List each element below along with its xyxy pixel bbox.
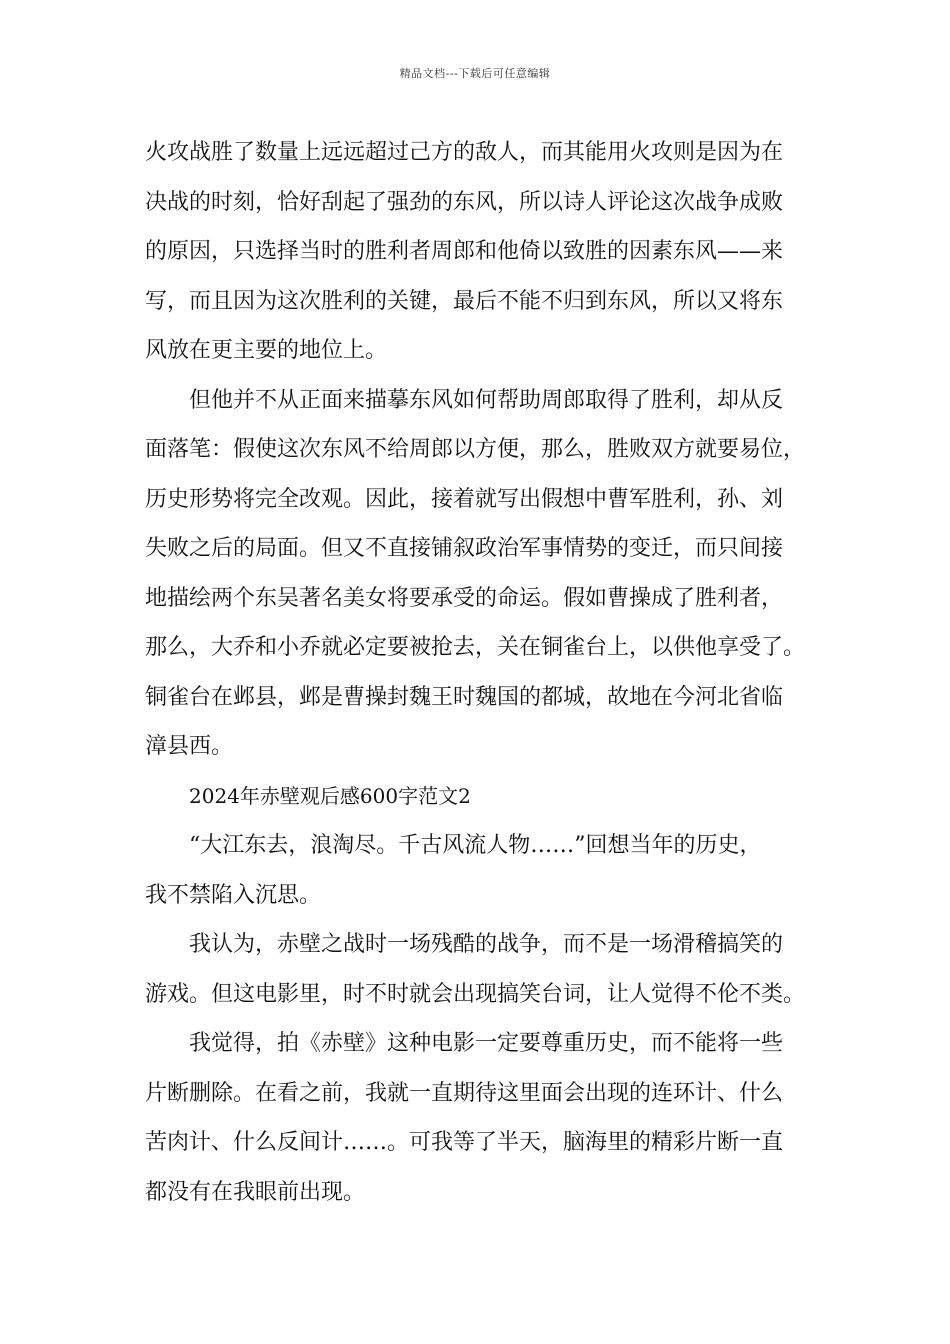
document-body (145, 128, 823, 1217)
text-line: 片断删除。在看之前，我就一直期待这里面会出现的连环计、什么 (145, 1080, 784, 1106)
text-line: 游戏。但这电影里，时不时就会出现搞笑台词，让人觉得不伦不类。 (145, 981, 806, 1007)
section-heading: 2024年赤壁观后感600字范文2 (189, 783, 471, 808)
text-line: 历史形势将完全改观。因此，接着就写出假想中曹军胜利，孙、刘 (145, 486, 784, 512)
text-line: 面落笔：假使这次东风不给周郎以方便，那么，胜败双方就要易位， (145, 437, 806, 462)
text-line: 的原因，只选择当时的胜利者周郎和他倚以致胜的因素东风——来 (145, 239, 784, 264)
paragraph-first-line: 我觉得，拍《赤壁》这种电影一定要尊重历史，而不能将一些 (189, 1031, 784, 1056)
text-line: 写，而且因为这次胜利的关键，最后不能不归到东风，所以又将东 (145, 288, 784, 314)
text-line: 苦肉计、什么反间计……。可我等了半天，脑海里的精彩片断一直 (145, 1130, 784, 1155)
text-line: 风放在更主要的地位上。 (145, 338, 388, 363)
text-line: 漳县西。 (145, 734, 234, 759)
text-line: 都没有在我眼前出现。 (145, 1179, 366, 1205)
text-line: 铜雀台在邺县，邺是曹操封魏王时魏国的都城，故地在今河北省临 (145, 684, 784, 710)
text-line: 那么，大乔和小乔就必定要被抢去，关在铜雀台上，以供他享受了。 (145, 635, 806, 660)
paragraph-first-line: 我认为，赤壁之战时一场残酷的战争，而不是一场滑稽搞笑的 (189, 932, 784, 957)
paragraph-first-line: “大江东去，浪淘尽。千古风流人物……”回想当年的历史， (189, 833, 762, 858)
paragraph-first-line: 但他并不从正面来描摹东风如何帮助周郎取得了胜利，却从反 (189, 387, 784, 413)
page-header: 精品文档---下载后可任意编辑 (399, 67, 551, 80)
text-line: 火攻战胜了数量上远远超过己方的敌人，而其能用火攻则是因为在 (145, 140, 784, 165)
text-line: 失败之后的局面。但又不直接铺叙政治军事情势的变迁，而只间接 (145, 536, 784, 561)
text-line: 地描绘两个东吴著名美女将要承受的命运。假如曹操成了胜利者， (145, 585, 784, 611)
text-line: 我不禁陷入沉思。 (145, 882, 322, 908)
text-line: 决战的时刻，恰好刮起了强劲的东风，所以诗人评论这次战争成败 (145, 189, 784, 215)
